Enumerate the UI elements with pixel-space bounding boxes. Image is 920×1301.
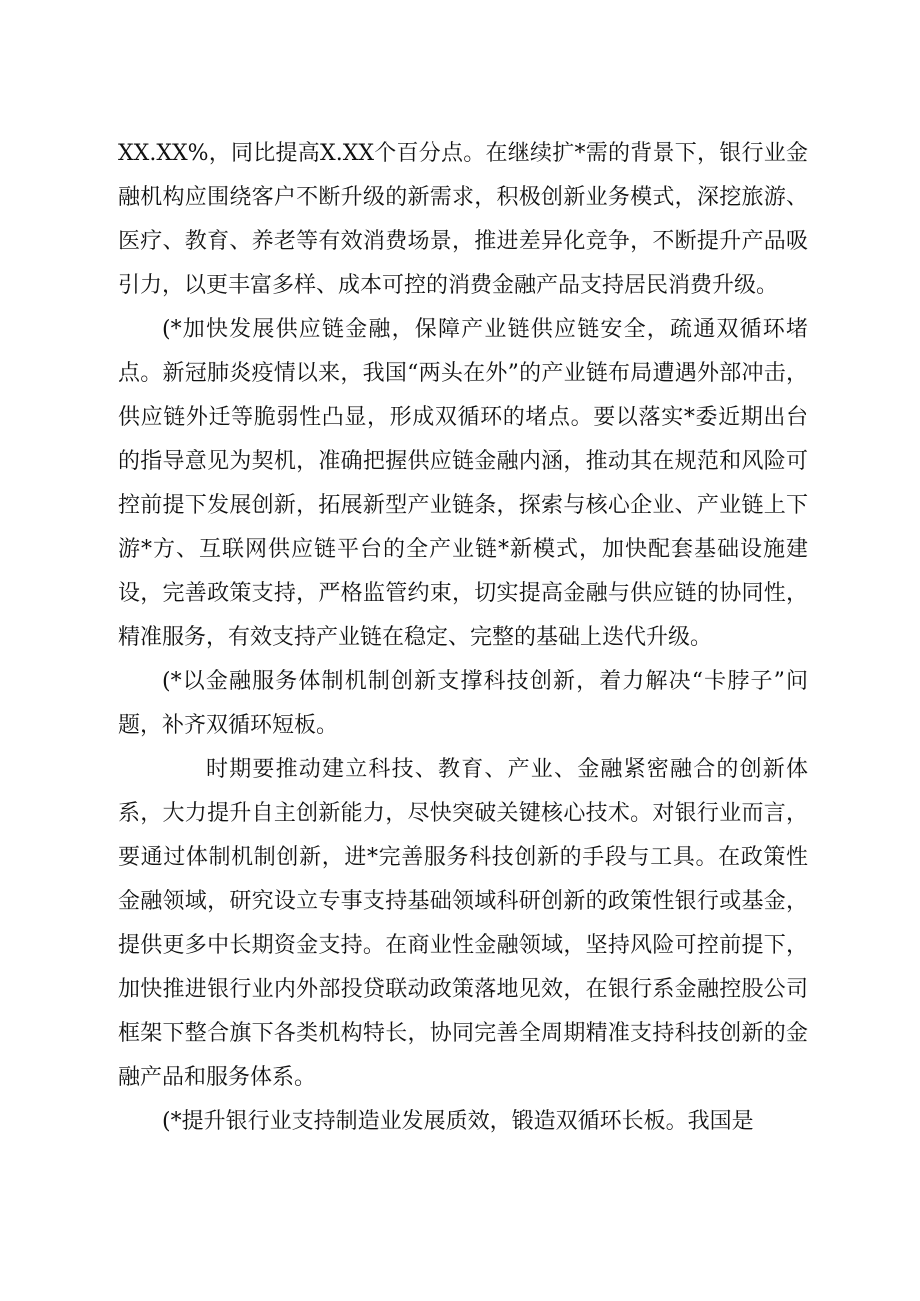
paragraph-tech-innovation-heading: (*以金融服务体制机制创新支撑科技创新，着力解决“卡脖子”问题，补齐双循环短板。 (118, 669, 808, 738)
paragraph-tech-innovation-body: 时期要推动建立科技、教育、产业、金融紧密融合的创新体系，大力提升自主创新能力，尽快突破关键核心技术。对银行业而言，要通过体制机制创新，进*完善服务科技创新的手段与工具。在政策性金融领域，研究设立专事支持基础领域科研创新的政策性银行或基金，提供更多中长期资金支持。在商业性金融领域，坚持风险可控前提下，加快推进银行业内外部投贷联动政策落地见效，在银行系金融控股公司框架下整合旗下各类机构特长，协同完善全周期精准支持科技创新的金融产品和服务体系。 (118, 757, 808, 1090)
paragraph-supply-chain-finance: (*加快发展供应链金融，保障产业链供应链安全，疏通双循环堵点。新冠肺炎疫情以来，我国“两头在外”的产业链布局遭遇外部冲击，供应链外迁等脆弱性凸显，形成双循环的堵点。要以落实*委近期出台的指导意见为契机，准确把握供应链金融内涵，推动其在规范和风险可控前提下发展创新，拓展新型产业链条，探索与核心企业、产业链上下游*方、互联网供应链平台的全产业链*新模式，加快配套基础设施建设，完善政策支持，严格监管约束，切实提高金融与供应链的协同性，精准服务，有效支持产业链在稳定、完整的基础上迭代升级。 (118, 317, 808, 650)
document-body (118, 132, 808, 1144)
paragraph-manufacturing: (*提升银行业支持制造业发展质效，锻造双循环长板。我国是 (162, 1109, 754, 1134)
paragraph-consumer-finance: XX.XX%，同比提高X.XX个百分点。在继续扩*需的背景下，银行业金融机构应围绕客户不断升级的新需求，积极创新业务模式，深挖旅游、医疗、教育、养老等有效消费场景，推进差异化竞争，不断提升产品吸引力，以更丰富多样、成本可控的消费金融产品支持居民消费升级。 (118, 141, 808, 298)
